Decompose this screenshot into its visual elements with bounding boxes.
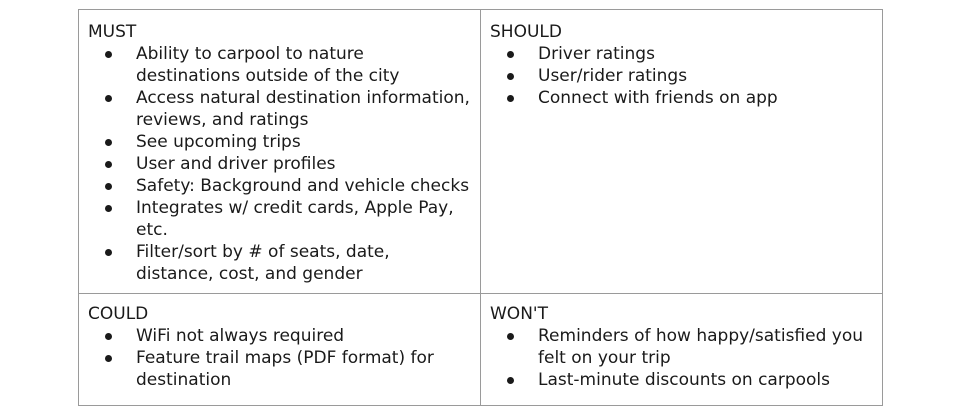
- list-item-text: Filter/sort by # of seats, date, distance, cost, and gender: [136, 242, 390, 284]
- wont-list: [490, 325, 874, 391]
- list-item: [88, 347, 472, 391]
- bullet-icon: [507, 333, 514, 340]
- list-item: [88, 197, 472, 241]
- list-item: [490, 87, 874, 109]
- bullet-icon: [105, 333, 112, 340]
- could-quadrant: [79, 294, 481, 405]
- wont-heading: WON'T: [490, 304, 548, 324]
- bullet-icon: [105, 161, 112, 168]
- list-item-text: WiFi not always required: [136, 326, 345, 346]
- bullet-icon: [507, 51, 514, 58]
- bullet-icon: [105, 183, 112, 190]
- list-item: [88, 153, 472, 175]
- list-item: [490, 369, 874, 391]
- list-item-text: Access natural destination information, reviews, and ratings: [136, 88, 470, 130]
- bullet-icon: [105, 95, 112, 102]
- should-heading: SHOULD: [490, 22, 562, 42]
- list-item-text: Integrates w/ credit cards, Apple Pay, etc.: [136, 198, 454, 240]
- wont-quadrant: [481, 294, 882, 405]
- list-item-text: User and driver profiles: [136, 154, 336, 174]
- list-item-text: Safety: Background and vehicle checks: [136, 176, 470, 196]
- list-item: [88, 131, 472, 153]
- should-quadrant: [481, 10, 882, 294]
- list-item-text: See upcoming trips: [136, 132, 301, 152]
- list-item: [88, 175, 472, 197]
- list-item: [88, 325, 472, 347]
- list-item-text: Connect with friends on app: [538, 88, 778, 108]
- moscow-priority-table: [78, 9, 883, 406]
- list-item-text: Feature trail maps (PDF format) for destination: [136, 348, 434, 390]
- could-heading: COULD: [88, 304, 149, 324]
- bullet-icon: [105, 139, 112, 146]
- list-item-text: Ability to carpool to nature destinations outside of the city: [136, 44, 400, 86]
- list-item: [88, 43, 472, 87]
- bullet-icon: [105, 51, 112, 58]
- list-item: [490, 325, 874, 369]
- bullet-icon: [507, 73, 514, 80]
- must-heading: MUST: [88, 22, 137, 42]
- list-item: [88, 87, 472, 131]
- must-quadrant: [79, 10, 481, 294]
- must-list: [88, 43, 472, 285]
- bullet-icon: [105, 249, 112, 256]
- list-item: [490, 65, 874, 87]
- bullet-icon: [105, 355, 112, 362]
- could-list: [88, 325, 472, 391]
- list-item-text: Driver ratings: [538, 44, 655, 64]
- bullet-icon: [507, 377, 514, 384]
- list-item-text: Last-minute discounts on carpools: [538, 370, 831, 390]
- list-item-text: User/rider ratings: [538, 66, 688, 86]
- list-item: [490, 43, 874, 65]
- bullet-icon: [105, 205, 112, 212]
- list-item-text: Reminders of how happy/satisfied you felt on your trip: [538, 326, 864, 368]
- bullet-icon: [507, 95, 514, 102]
- should-list: [490, 43, 874, 109]
- list-item: [88, 241, 472, 285]
